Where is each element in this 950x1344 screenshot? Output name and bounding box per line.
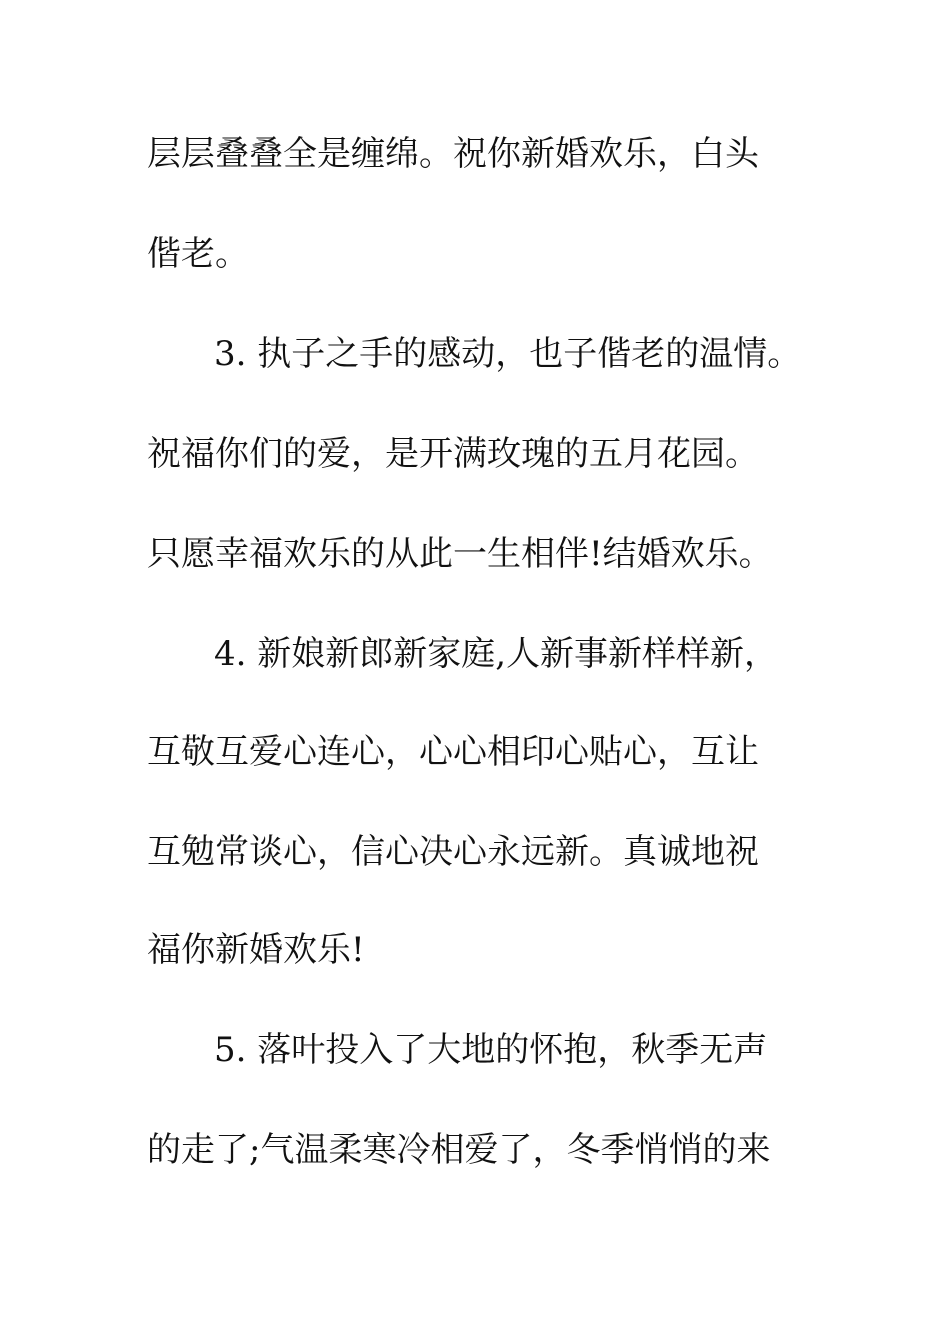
text-line-9: 福你新婚欢乐! [147, 930, 365, 970]
text-line-3: 3. 执子之手的感动，也子偕老的温情。 [214, 334, 802, 374]
text-line-8: 互勉常谈心，信心决心永远新。真诚地祝 [147, 832, 759, 872]
text-line-7: 互敬互爱心连心，心心相印心贴心，互让 [147, 732, 759, 772]
text-line-5: 只愿幸福欢乐的从此一生相伴!结婚欢乐。 [147, 534, 773, 574]
text-line-1: 层层叠叠全是缠绵。祝你新婚欢乐，白头 [147, 134, 759, 174]
text-line-11: 的走了;气温柔寒冷相爱了，冬季悄悄的来 [147, 1130, 771, 1170]
text-line-10: 5. 落叶投入了大地的怀抱，秋季无声 [214, 1030, 768, 1070]
text-line-6: 4. 新娘新郎新家庭,人新事新样样新， [214, 634, 779, 674]
text-line-4: 祝福你们的爱，是开满玫瑰的五月花园。 [147, 434, 759, 474]
text-line-2: 偕老。 [147, 234, 249, 274]
